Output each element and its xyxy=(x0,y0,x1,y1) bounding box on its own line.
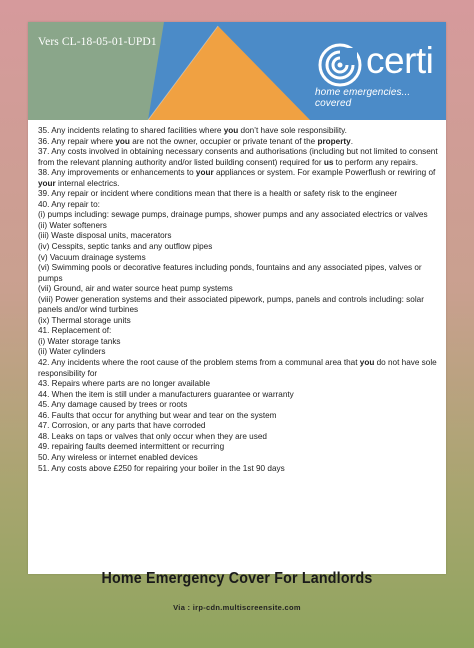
item-text: appliances or system. For example Powerflush or rewiring of xyxy=(213,168,436,178)
item-text: 40. Any repair to: xyxy=(38,199,100,209)
item-text: (vii) Ground, air and water source heat pump systems xyxy=(38,284,233,294)
certi-logo-icon xyxy=(317,42,363,88)
item-text: 36. Any repair where xyxy=(38,136,116,146)
item-text: 35. Any incidents relating to shared facilities where xyxy=(38,126,224,135)
exclusion-item xyxy=(38,137,440,148)
item-text: 44. When the item is still under a manufacturers guarantee or warranty xyxy=(38,389,294,399)
exclusion-item xyxy=(38,221,440,232)
exclusion-item xyxy=(38,284,440,295)
item-text: 45. Any damage caused by trees or roots xyxy=(38,400,188,410)
exclusion-item xyxy=(38,147,440,168)
exclusion-item xyxy=(38,210,440,221)
emphasis-text: you xyxy=(223,126,239,135)
item-text: (i) pumps including: sewage pumps, drainage pumps, shower pumps and any associated electrics or valves xyxy=(38,210,428,220)
exclusion-item xyxy=(38,316,440,327)
version-code: Vers CL-18-05-01-UPD1 xyxy=(38,36,157,48)
exclusion-item xyxy=(38,421,440,432)
exclusion-item xyxy=(38,263,440,284)
item-text: internal electrics. xyxy=(55,178,120,188)
item-text: 46. Faults that occur for anything but wear and tear on the system xyxy=(38,410,277,420)
item-text: don’t have sole responsibility. xyxy=(238,126,347,135)
exclusion-item xyxy=(38,242,440,253)
item-text: 47. Corrosion, or any parts that have corroded xyxy=(38,421,206,431)
exclusion-item xyxy=(38,432,440,443)
item-text: do not have sole responsibility for xyxy=(38,358,437,378)
item-text: (iii) Waste disposal units, macerators xyxy=(38,231,172,241)
exclusion-item xyxy=(38,200,440,211)
item-text: 41. Replacement of: xyxy=(38,326,112,336)
header-banner xyxy=(28,22,446,120)
item-text: 39. Any repair or incident where conditions mean that there is a health or safety risk to the engineer xyxy=(38,189,398,199)
exclusion-item xyxy=(38,231,440,242)
page-caption: Home Emergency Cover For Landlords xyxy=(101,570,373,587)
emphasis-text: your xyxy=(195,168,214,178)
item-text: 49. repairing faults deemed intermittent or recurring xyxy=(38,442,225,452)
item-text: to perform any repairs. xyxy=(333,157,419,167)
emphasis-text: your xyxy=(38,178,56,188)
item-text: 37. Any costs involved in obtaining necessary consents and authorisations (including but not limited to consent from the relevant planning authority and/or listed building consent) required for xyxy=(38,147,438,167)
item-text: (i) Water storage tanks xyxy=(38,336,121,346)
emphasis-text: property xyxy=(317,136,351,146)
item-text: 38. Any improvements or enhancements to xyxy=(38,168,196,178)
emphasis-text: you xyxy=(115,136,130,146)
exclusion-item xyxy=(38,442,440,453)
exclusion-item xyxy=(38,126,440,137)
item-text: (ii) Water cylinders xyxy=(38,347,106,357)
item-text: (ix) Thermal storage units xyxy=(38,315,131,325)
document-card xyxy=(28,22,446,574)
exclusion-item xyxy=(38,168,440,189)
logo-tagline: home emergencies... covered xyxy=(315,87,411,109)
exclusion-item xyxy=(38,253,440,264)
item-text: . xyxy=(350,136,353,146)
item-text: 51. Any costs above £250 for repairing your boiler in the 1st 90 days xyxy=(38,463,285,473)
exclusion-item xyxy=(38,295,440,316)
exclusion-item xyxy=(38,453,440,464)
exclusion-item xyxy=(38,411,440,422)
emphasis-text: you xyxy=(359,358,375,368)
exclusion-item xyxy=(38,464,440,475)
exclusion-item xyxy=(38,400,440,411)
exclusion-item xyxy=(38,390,440,401)
emphasis-text: us xyxy=(323,157,334,167)
exclusion-item xyxy=(38,337,440,348)
item-text: (v) Vacuum drainage systems xyxy=(38,252,146,262)
item-text: 43. Repairs where parts are no longer available xyxy=(38,379,211,389)
item-text: (viii) Power generation systems and their associated pipework, pumps, panels and controls including: solar panels and/or wind turbines xyxy=(38,294,424,315)
exclusion-item xyxy=(38,326,440,337)
certi-logo-wordmark: certi xyxy=(366,40,434,81)
item-text: (iv) Cesspits, septic tanks and any outflow pipes xyxy=(38,242,213,252)
exclusion-item xyxy=(38,189,440,200)
item-text: are not the owner, occupier or private tenant of the xyxy=(129,136,318,146)
source-credit: Via : irp-cdn.multiscreensite.com xyxy=(173,603,301,612)
exclusion-item xyxy=(38,358,440,379)
item-text: (ii) Water softeners xyxy=(38,220,107,230)
item-text: (vi) Swimming pools or decorative features including ponds, fountains and any associated pipes, valves or pumps xyxy=(38,263,422,283)
item-text: 42. Any incidents where the root cause of the problem stems from a communal area that xyxy=(38,358,360,368)
exclusions-list xyxy=(38,126,440,474)
item-text: 48. Leaks on taps or valves that only occur when they are used xyxy=(38,431,267,441)
exclusion-item xyxy=(38,379,440,390)
exclusion-item xyxy=(38,347,440,358)
item-text: 50. Any wireless or internet enabled devices xyxy=(38,452,198,462)
